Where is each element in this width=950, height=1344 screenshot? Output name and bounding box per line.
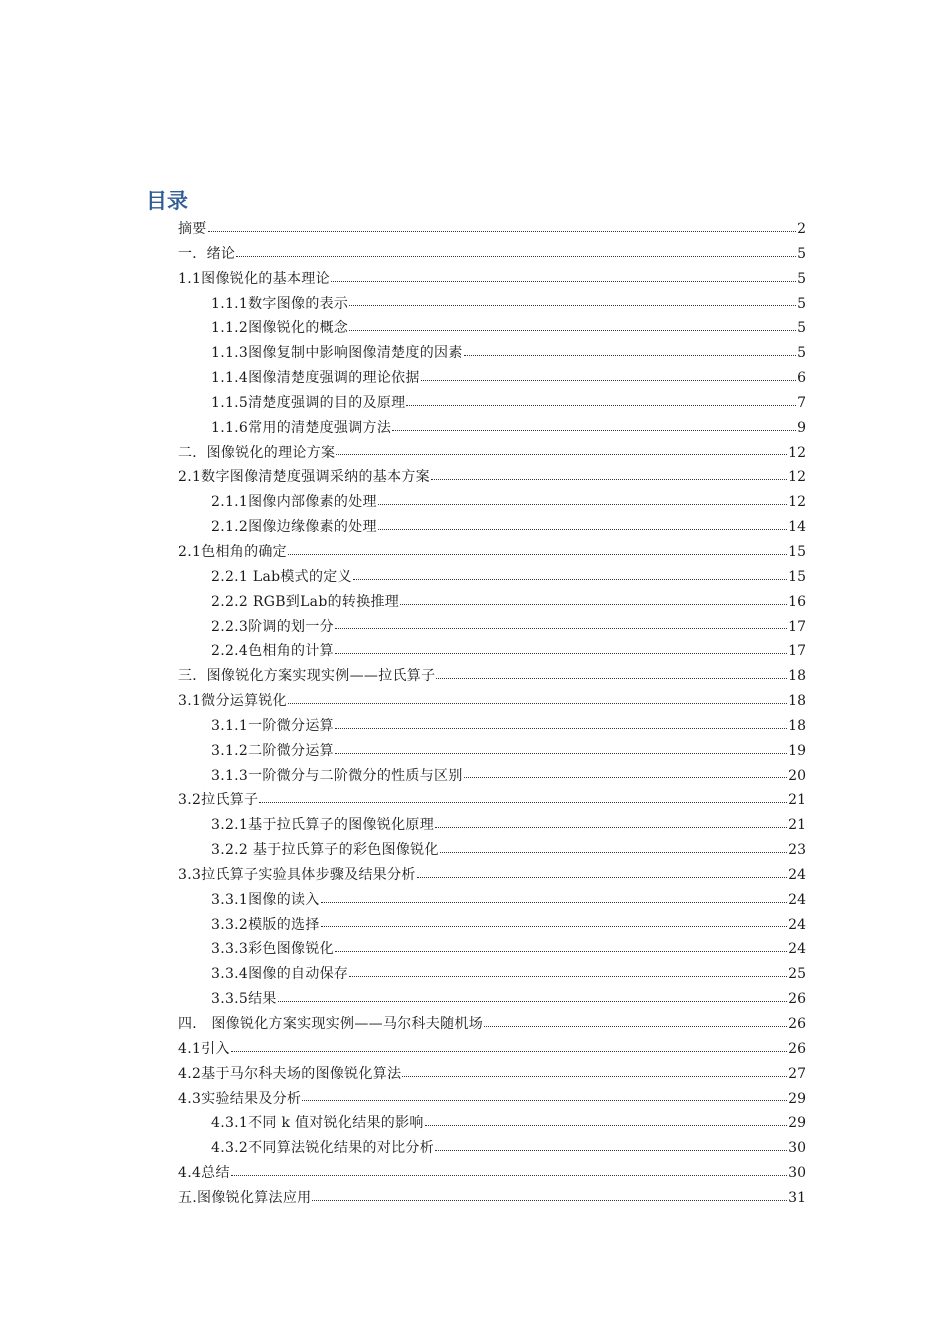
dot-leader xyxy=(302,1099,787,1101)
toc-entry[interactable] xyxy=(0,540,950,565)
toc-entry-page-number: 24 xyxy=(788,941,806,958)
toc-entry-text: 2.1.2图像边缘像素的处理 xyxy=(211,519,377,536)
toc-entry-page-number: 21 xyxy=(788,792,806,809)
dot-leader xyxy=(349,304,796,306)
toc-entry[interactable] xyxy=(0,590,950,615)
dot-leader xyxy=(231,1050,787,1052)
toc-entry-text: 3.1微分运算锐化 xyxy=(178,693,287,710)
toc-entry-text: 2.2.4色相角的计算 xyxy=(211,643,334,660)
toc-entry[interactable] xyxy=(0,1111,950,1136)
dot-leader xyxy=(440,851,787,853)
toc-entry-page-number: 27 xyxy=(788,1065,806,1082)
toc-entry-page-number: 5 xyxy=(797,345,806,362)
toc-entry[interactable] xyxy=(0,838,950,863)
toc-entry-page-number: 5 xyxy=(797,270,806,287)
toc-entry-text: 四． 图像锐化方案实现实例——马尔科夫随机场 xyxy=(178,1016,484,1032)
toc-entry[interactable] xyxy=(0,416,950,441)
toc-entry[interactable] xyxy=(0,962,950,987)
toc-entry-text: 3.3.2模版的选择 xyxy=(211,916,320,933)
dot-leader xyxy=(231,1174,787,1176)
toc-entry[interactable] xyxy=(0,764,950,789)
dot-leader xyxy=(425,1124,787,1126)
toc-entry-page-number: 30 xyxy=(788,1165,806,1182)
toc-entry-page-number: 21 xyxy=(788,817,806,834)
toc-entry-text: 1.1.5清楚度强调的目的及原理 xyxy=(211,394,406,411)
toc-entry[interactable] xyxy=(0,267,950,292)
toc-entry[interactable] xyxy=(0,1087,950,1112)
toc-entry-page-number: 7 xyxy=(797,394,806,411)
toc-entry[interactable] xyxy=(0,888,950,913)
toc-entry-page-number: 18 xyxy=(788,668,806,685)
toc-entry-text: 2.2.1 Lab模式的定义 xyxy=(211,568,352,585)
toc-entry-text: 2.1色相角的确定 xyxy=(178,543,287,560)
toc-entry-text: 3.3拉氏算子实验具体步骤及结果分析 xyxy=(178,866,416,883)
dot-leader xyxy=(435,826,787,828)
dot-leader xyxy=(406,404,796,406)
toc-entry-page-number: 23 xyxy=(788,842,806,859)
toc-entry-page-number: 15 xyxy=(788,568,806,585)
toc-entry-text: 3.2拉氏算子 xyxy=(178,792,259,809)
toc-entry[interactable] xyxy=(0,1186,950,1211)
dot-leader xyxy=(392,429,796,431)
table-of-contents xyxy=(0,217,950,1211)
dot-leader xyxy=(353,578,787,580)
toc-entry-page-number: 14 xyxy=(788,519,806,536)
toc-entry-text: 4.2基于马尔科夫场的图像锐化算法 xyxy=(178,1065,402,1082)
toc-entry-page-number: 9 xyxy=(797,419,806,436)
dot-leader xyxy=(464,354,796,356)
toc-entry-page-number: 26 xyxy=(788,1016,806,1032)
toc-entry[interactable] xyxy=(0,341,950,366)
toc-entry-text: 3.1.2二阶微分运算 xyxy=(211,742,334,759)
toc-entry-page-number: 29 xyxy=(788,1090,806,1107)
toc-entry-text: 2.2.3阶调的划一分 xyxy=(211,618,334,635)
toc-entry-text: 4.1引入 xyxy=(178,1040,230,1057)
toc-entry[interactable] xyxy=(0,1037,950,1062)
dot-leader xyxy=(321,901,788,903)
toc-entry-text: 1.1图像锐化的基本理论 xyxy=(178,270,330,287)
toc-entry-page-number: 12 xyxy=(788,444,806,461)
toc-entry-text: 2.2.2 RGB到Lab的转换推理 xyxy=(211,593,400,610)
toc-entry-text: 一．绪论 xyxy=(178,245,236,262)
toc-entry[interactable] xyxy=(0,714,950,739)
toc-entry-text: 三．图像锐化方案实现实例——拉氏算子 xyxy=(178,668,436,685)
toc-entry[interactable] xyxy=(0,217,950,242)
toc-entry-page-number: 18 xyxy=(788,693,806,710)
toc-entry[interactable] xyxy=(0,813,950,838)
dot-leader xyxy=(378,503,787,505)
toc-entry[interactable] xyxy=(0,292,950,317)
toc-entry-text: 3.1.3一阶微分与二阶微分的性质与区别 xyxy=(211,767,463,784)
toc-entry-text: 3.3.1图像的读入 xyxy=(211,891,320,908)
toc-entry-text: 4.3实验结果及分析 xyxy=(178,1090,302,1107)
toc-entry-page-number: 24 xyxy=(788,866,806,883)
toc-entry-text: 3.3.4图像的自动保存 xyxy=(211,966,349,983)
dot-leader xyxy=(417,876,788,878)
dot-leader xyxy=(335,950,787,952)
dot-leader xyxy=(335,627,787,629)
toc-entry[interactable] xyxy=(0,863,950,888)
toc-entry-page-number: 5 xyxy=(797,295,806,312)
toc-entry-text: 1.1.4图像清楚度强调的理论依据 xyxy=(211,370,420,387)
toc-entry-page-number: 24 xyxy=(788,891,806,908)
dot-leader xyxy=(464,776,788,778)
toc-entry[interactable] xyxy=(0,515,950,540)
dot-leader xyxy=(335,727,787,729)
toc-entry-text: 1.1.6常用的清楚度强调方法 xyxy=(211,419,392,436)
toc-entry-text: 3.1.1一阶微分运算 xyxy=(211,717,334,734)
toc-entry-text: 2.1.1图像内部像素的处理 xyxy=(211,494,377,511)
toc-entry-page-number: 16 xyxy=(788,593,806,610)
toc-entry-text: 1.1.3图像复制中影响图像清楚度的因素 xyxy=(211,345,463,362)
toc-entry[interactable] xyxy=(0,316,950,341)
dot-leader xyxy=(436,677,787,679)
toc-entry-text: 3.3.3彩色图像锐化 xyxy=(211,941,334,958)
toc-entry[interactable] xyxy=(0,913,950,938)
toc-entry-page-number: 30 xyxy=(788,1140,806,1157)
dot-leader xyxy=(288,702,787,704)
dot-leader xyxy=(335,652,787,654)
toc-entry-page-number: 31 xyxy=(788,1189,806,1206)
toc-entry-page-number: 25 xyxy=(788,966,806,983)
toc-entry-text: 3.2.2 基于拉氏算子的彩色图像锐化 xyxy=(211,842,439,859)
toc-entry-page-number: 18 xyxy=(788,717,806,734)
toc-entry-text: 1.1.2图像锐化的概念 xyxy=(211,320,349,337)
toc-entry[interactable] xyxy=(0,664,950,689)
toc-entry-page-number: 17 xyxy=(788,618,806,635)
toc-entry-page-number: 24 xyxy=(788,916,806,933)
toc-entry[interactable] xyxy=(0,565,950,590)
dot-leader xyxy=(431,478,787,480)
toc-entry-page-number: 19 xyxy=(788,742,806,759)
dot-leader xyxy=(421,379,796,381)
toc-entry[interactable] xyxy=(0,615,950,640)
toc-entry[interactable] xyxy=(0,1161,950,1186)
toc-entry-text: 3.3.5结果 xyxy=(211,991,277,1008)
toc-entry[interactable] xyxy=(0,689,950,714)
dot-leader xyxy=(378,528,787,530)
toc-entry-page-number: 12 xyxy=(788,469,806,486)
toc-entry[interactable] xyxy=(0,739,950,764)
toc-entry-text: 2.1数字图像清楚度强调采纳的基本方案 xyxy=(178,469,430,486)
toc-entry[interactable] xyxy=(0,391,950,416)
toc-entry-page-number: 17 xyxy=(788,643,806,660)
toc-entry[interactable] xyxy=(0,465,950,490)
toc-entry[interactable] xyxy=(0,441,950,466)
dot-leader xyxy=(349,329,796,331)
toc-title: 目录 xyxy=(146,189,188,213)
toc-entry-page-number: 26 xyxy=(788,1040,806,1057)
toc-entry[interactable] xyxy=(0,639,950,664)
toc-entry[interactable] xyxy=(0,242,950,267)
toc-entry[interactable] xyxy=(0,1062,950,1087)
dot-leader xyxy=(321,925,788,927)
dot-leader xyxy=(484,1025,787,1027)
dot-leader xyxy=(278,1000,787,1002)
toc-entry-text: 1.1.1数字图像的表示 xyxy=(211,295,349,312)
toc-entry-page-number: 12 xyxy=(788,494,806,511)
toc-entry[interactable] xyxy=(0,1136,950,1161)
toc-entry-page-number: 20 xyxy=(788,767,806,784)
toc-entry-text: 五.图像锐化算法应用 xyxy=(178,1189,312,1206)
dot-leader xyxy=(288,553,787,555)
toc-entry-page-number: 15 xyxy=(788,543,806,560)
toc-entry[interactable] xyxy=(0,937,950,962)
toc-entry[interactable] xyxy=(0,788,950,813)
dot-leader xyxy=(208,230,796,232)
dot-leader xyxy=(312,1199,787,1201)
toc-entry-text: 4.3.2不同算法锐化结果的对比分析 xyxy=(211,1140,435,1157)
toc-entry[interactable] xyxy=(0,490,950,515)
toc-entry[interactable] xyxy=(0,1012,950,1037)
dot-leader xyxy=(349,975,787,977)
toc-entry[interactable] xyxy=(0,366,950,391)
dot-leader xyxy=(236,255,796,257)
toc-entry-text: 摘要 xyxy=(178,221,207,237)
dot-leader xyxy=(259,801,787,803)
toc-entry-page-number: 26 xyxy=(788,991,806,1008)
toc-entry-text: 4.3.1不同 k 值对锐化结果的影响 xyxy=(211,1115,424,1132)
toc-entry[interactable] xyxy=(0,987,950,1012)
toc-entry-text: 4.4总结 xyxy=(178,1165,230,1182)
toc-entry-page-number: 2 xyxy=(797,221,806,237)
toc-entry-page-number: 6 xyxy=(797,370,806,387)
toc-entry-text: 3.2.1基于拉氏算子的图像锐化原理 xyxy=(211,817,435,834)
dot-leader xyxy=(336,453,787,455)
toc-entry-page-number: 5 xyxy=(797,320,806,337)
dot-leader xyxy=(435,1149,787,1151)
dot-leader xyxy=(331,280,796,282)
toc-entry-page-number: 29 xyxy=(788,1115,806,1132)
toc-entry-page-number: 5 xyxy=(797,245,806,262)
dot-leader xyxy=(400,603,787,605)
dot-leader xyxy=(335,752,787,754)
dot-leader xyxy=(402,1075,787,1077)
toc-entry-text: 二．图像锐化的理论方案 xyxy=(178,444,336,461)
